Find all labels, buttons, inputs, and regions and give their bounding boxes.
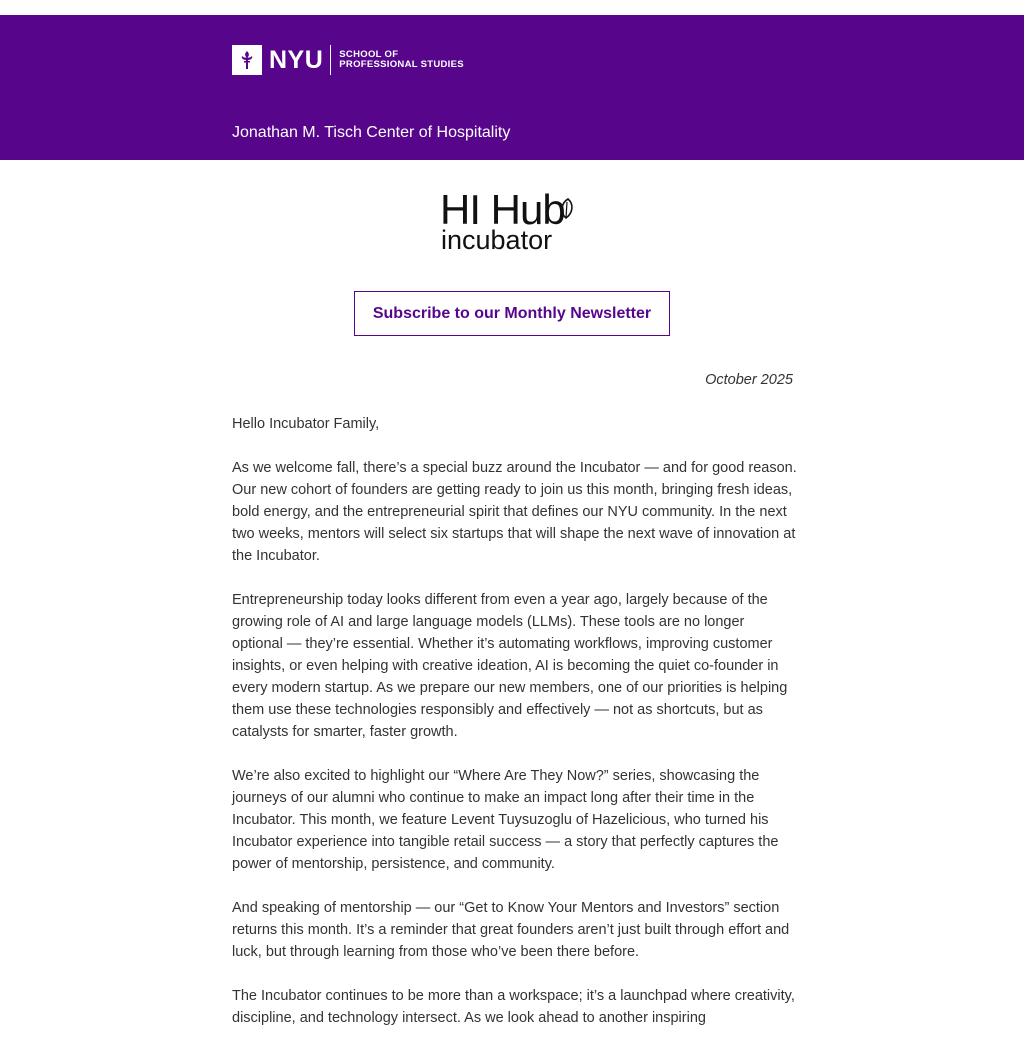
paragraph-5: The Incubator continues to be more than a workspace; it’s a launchpad where creativity, discipline, and technology intersect. As we look ahead to another inspiring	[232, 988, 795, 1026]
subscribe-newsletter-button[interactable]: Subscribe to our Monthly Newsletter	[354, 291, 670, 336]
newsletter-header	[0, 15, 1024, 160]
school-line-2: PROFESSIONAL STUDIES	[339, 59, 464, 70]
nyu-sps-logo[interactable]	[232, 45, 464, 75]
nyu-torch-icon	[232, 45, 262, 75]
paragraph-2: Entrepreneurship today looks different from even a year ago, largely because of the growing role of AI and large language models (LLMs). These tools are no longer optional — they’re essential. Whether it’s automating workflows, improving customer insights, or even helping with creative ideation, AI is becoming the quiet co-founder in every modern startup. As we prepare our new members, one of our priorities is helping them use these technologies responsibly and effectively — not as shortcuts, but as catalysts for smarter, faster growth.	[232, 592, 788, 740]
hub-logo-line-1: HI Hub	[440, 187, 565, 233]
logo-divider	[330, 45, 331, 75]
top-strip	[0, 0, 1024, 15]
paragraph-3: We’re also excited to highlight our “Where Are They Now?” series, showcasing the journeys of our alumni who continue to make an impact long after their time in the Incubator. This month, we feature Levent Tuysuzoglu of Hazelicious, who turned his Incubator experience into tangible retail success — a story that perfectly captures the power of mentorship, persistence, and community.	[232, 768, 779, 872]
newsletter-body	[232, 413, 797, 1051]
paragraph-4: And speaking of mentorship — our “Get to Know Your Mentors and Investors” section returns this month. It’s a reminder that great founders aren’t just built through effort and luck, but through learning from those who’ve been there before.	[232, 900, 790, 960]
hi-hub-incubator-logo[interactable]	[440, 187, 590, 257]
school-name	[339, 50, 464, 70]
nyu-wordmark: NYU	[269, 46, 324, 74]
center-name: Jonathan M. Tisch Center of Hospitality	[232, 124, 511, 141]
paragraph-1: As we welcome fall, there’s a special buzz around the Incubator — and for good reason. Our new cohort of founders are getting ready to join us this month, bringing fresh ideas, bold energy, and the entrepreneurial spirit that defines our NYU community. In the next two weeks, mentors will select six startups that will shape the next wave of innovation at the Incubator.	[232, 460, 797, 564]
hub-logo-line-2: incubator	[441, 225, 553, 255]
greeting: Hello Incubator Family,	[232, 416, 380, 432]
issue-date: October 2025	[705, 372, 793, 388]
school-line-1: SCHOOL OF	[339, 49, 399, 60]
